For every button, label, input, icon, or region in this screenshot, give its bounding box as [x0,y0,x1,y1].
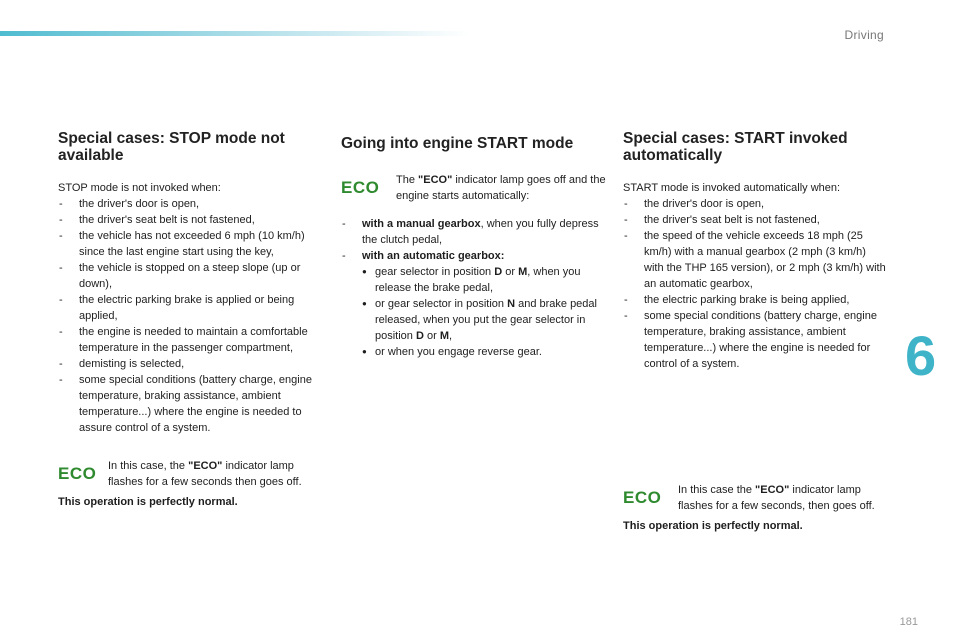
manual-gearbox-label: with a manual gearbox [362,218,481,230]
eco-note-text [678,482,888,514]
heading-start-automatic: Special cases: START invoked automatically [623,130,848,164]
list-item: - the driver's door is open, [623,196,888,212]
text: or [502,266,519,278]
list-item: - the vehicle has not exceeded 6 mph (10 km/h) since the last engine start using the key, [58,228,323,260]
eco-note-text [108,458,323,490]
intro-text: The [396,174,419,186]
eco-note [623,482,888,514]
intro-text: indicator lamp goes off and the engine starts automatically: [396,174,606,202]
list-item: - the electric parking brake is being applied, [623,292,888,308]
start-conditions-list [341,216,606,360]
list-item: - the driver's seat belt is not fastened, [58,212,323,228]
header-accent-bar [0,31,470,36]
page-number: 181 [899,616,918,628]
gear-m: M [518,266,528,278]
normal-operation-note: This operation is perfectly normal. [58,496,238,508]
text: , when you release the brake pedal, [375,266,581,294]
text: gear selector in position [375,266,495,278]
text: or [423,330,440,342]
list-item-manual [341,216,606,248]
eco-intro [341,172,606,204]
sublist-item [362,296,606,344]
section-title: Driving [844,28,884,42]
eco-intro-text [391,172,606,204]
note-text: indicator lamp flashes for a few seconds then goes off. [108,460,302,488]
text: or gear selector in position [375,298,508,310]
gear-n: N [507,298,516,310]
eco-indicator-icon: ECO [58,464,97,483]
column-start-mode [341,130,606,360]
stop-intro: STOP mode is not invoked when: [58,182,221,194]
note-text: In this case the [678,484,756,496]
note-eco-label: "ECO" [188,460,223,472]
column-start-automatic [623,130,888,532]
note-eco-label: "ECO" [755,484,790,496]
intro-eco-label: "ECO" [418,174,453,186]
stop-conditions-list [58,196,323,436]
gear-d: D [415,330,424,342]
automatic-gearbox-label: with an automatic gearbox: [362,250,505,262]
sublist-item [362,264,606,296]
column-stop-not-available [58,130,323,508]
list-item: - some special conditions (battery charge, engine temperature, braking assistance, ambient temperature...) where the engine is needed to assure control of a system. [58,372,323,436]
eco-note [58,458,323,490]
eco-indicator-icon: ECO [341,178,380,197]
list-item: - the driver's seat belt is not fastened, [623,212,888,228]
automatic-sublist [362,264,606,360]
sublist-item: ● or when you engage reverse gear. [362,344,606,360]
eco-indicator-icon: ECO [623,488,662,507]
chapter-number: 6 [905,324,937,387]
heading-stop-not-available: Special cases: STOP mode not available [58,130,285,164]
list-item: - the speed of the vehicle exceeds 18 mph (25 km/h) with a manual gearbox (2 mph (3 km/h) with the THP 165 version), or 2 mph (3 km/h) with an automatic gearbox, [623,228,888,292]
list-item: - the driver's door is open, [58,196,323,212]
manual-gearbox-text: , when you fully depress the clutch pedal, [362,218,599,246]
gear-d: D [494,266,503,278]
list-item: - demisting is selected, [58,356,323,372]
list-item-automatic [341,248,606,360]
text: and brake pedal released, when you put the gear selector in position [375,298,597,342]
note-text: indicator lamp flashes for a few seconds, then goes off. [678,484,875,512]
gear-m: M [439,330,450,342]
text: , [449,330,453,342]
normal-operation-note: This operation is perfectly normal. [623,520,803,532]
note-text: In this case, the [108,460,189,472]
heading-start-mode: Going into engine START mode [341,135,574,152]
list-item: - the vehicle is stopped on a steep slope (up or down), [58,260,323,292]
list-item: - the engine is needed to maintain a comfortable temperature in the passenger compartment, [58,324,323,356]
start-auto-conditions-list [623,196,888,372]
list-item: - some special conditions (battery charge, engine temperature, braking assistance, ambient temperature...) where the engine is needed for control of a system. [623,308,888,372]
start-intro: START mode is invoked automatically when: [623,182,841,194]
list-item: - the electric parking brake is applied or being applied, [58,292,323,324]
